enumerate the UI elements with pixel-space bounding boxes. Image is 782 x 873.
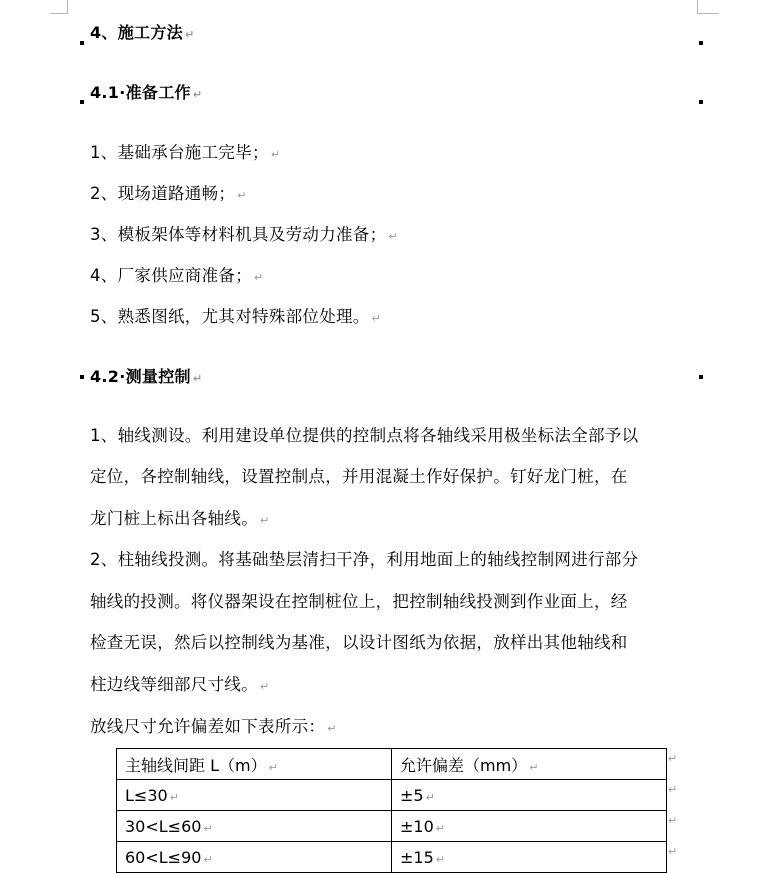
paragraph-mark: ↵: [260, 680, 270, 693]
list-bullet: [699, 375, 703, 379]
table-cell: 60<L≤90 ↵: [117, 842, 392, 873]
table-header-cell: 允许偏差（mm） ↵: [392, 749, 667, 780]
row-end-mark: ↵: [668, 814, 678, 827]
list-item: 4、厂家供应商准备； ↵: [90, 266, 264, 285]
tolerance-table: [116, 748, 667, 873]
table-cell: L≤30 ↵: [117, 780, 392, 811]
table-cell: ±5 ↵: [392, 780, 667, 811]
paragraph-mark: ↵: [192, 88, 203, 101]
paragraph-mark: ↵: [192, 372, 203, 385]
row-end-mark: ↵: [668, 845, 678, 858]
table-header-row: [117, 749, 667, 780]
body-line: 龙门桩上标出各轴线。 ↵: [90, 509, 270, 528]
section-heading-4-2: 4.2·测量控制 ↵: [90, 367, 203, 386]
list-bullet: [699, 41, 703, 45]
cell-mark: ↵: [435, 821, 445, 835]
list-item: 1、基础承台施工完毕； ↵: [90, 143, 281, 162]
cell-mark: ↵: [435, 852, 445, 866]
paragraph-mark: ↵: [237, 189, 247, 202]
table-cell: ±15 ↵: [392, 842, 667, 873]
table-header-cell: 主轴线间距 L（m） ↵: [117, 749, 392, 780]
table-cell: ±10 ↵: [392, 811, 667, 842]
cell-mark: ↵: [425, 790, 435, 804]
paragraph-mark: ↵: [388, 230, 398, 243]
body-line: 检查无误，然后以控制线为基准，以设计图纸为依据，放样出其他轴线和: [90, 633, 628, 652]
cell-mark: ↵: [529, 760, 539, 774]
list-bullet: [80, 41, 84, 45]
body-line: 柱边线等细部尺寸线。 ↵: [90, 675, 270, 694]
paragraph-mark: ↵: [260, 514, 270, 527]
cell-mark: ↵: [268, 760, 278, 774]
paragraph-mark: ↵: [184, 28, 195, 41]
body-line: 定位，各控制轴线，设置控制点，并用混凝土作好保护。钉好龙门桩，在: [90, 467, 628, 486]
cell-mark: ↵: [203, 852, 213, 866]
row-end-mark: ↵: [668, 783, 678, 796]
list-bullet: [80, 375, 84, 379]
table-row: [117, 811, 667, 842]
paragraph-mark: ↵: [254, 271, 264, 284]
list-bullet: [699, 100, 703, 104]
cell-mark: ↵: [203, 821, 213, 835]
section-heading-4-1: 4.1·准备工作 ↵: [90, 83, 203, 102]
section-heading-4: 4、施工方法 ↵: [90, 23, 195, 42]
paragraph-mark: ↵: [270, 148, 281, 161]
list-item: 5、熟悉图纸，尤其对特殊部位处理。 ↵: [90, 307, 382, 326]
body-line: 2、柱轴线投测。将基础垫层清扫干净，利用地面上的轴线控制网进行部分: [90, 550, 639, 569]
body-line: 轴线的投测。将仪器架设在控制桩位上，把控制轴线投测到作业面上，经: [90, 592, 628, 611]
paragraph-mark: ↵: [371, 312, 382, 325]
table-row: [117, 780, 667, 811]
table-cell: 30<L≤60 ↵: [117, 811, 392, 842]
list-bullet: [80, 100, 84, 104]
row-end-mark: ↵: [668, 752, 678, 765]
paragraph-mark: ↵: [327, 722, 337, 735]
body-line: 放线尺寸允许偏差如下表所示： ↵: [90, 717, 337, 736]
list-item: 2、现场道路通畅； ↵: [90, 184, 247, 203]
table-row: [117, 842, 667, 873]
cell-mark: ↵: [169, 790, 179, 804]
body-line: 1、轴线测设。利用建设单位提供的控制点将各轴线采用极坐标法全部予以: [90, 426, 639, 445]
list-item: 3、模板架体等材料机具及劳动力准备； ↵: [90, 225, 398, 244]
